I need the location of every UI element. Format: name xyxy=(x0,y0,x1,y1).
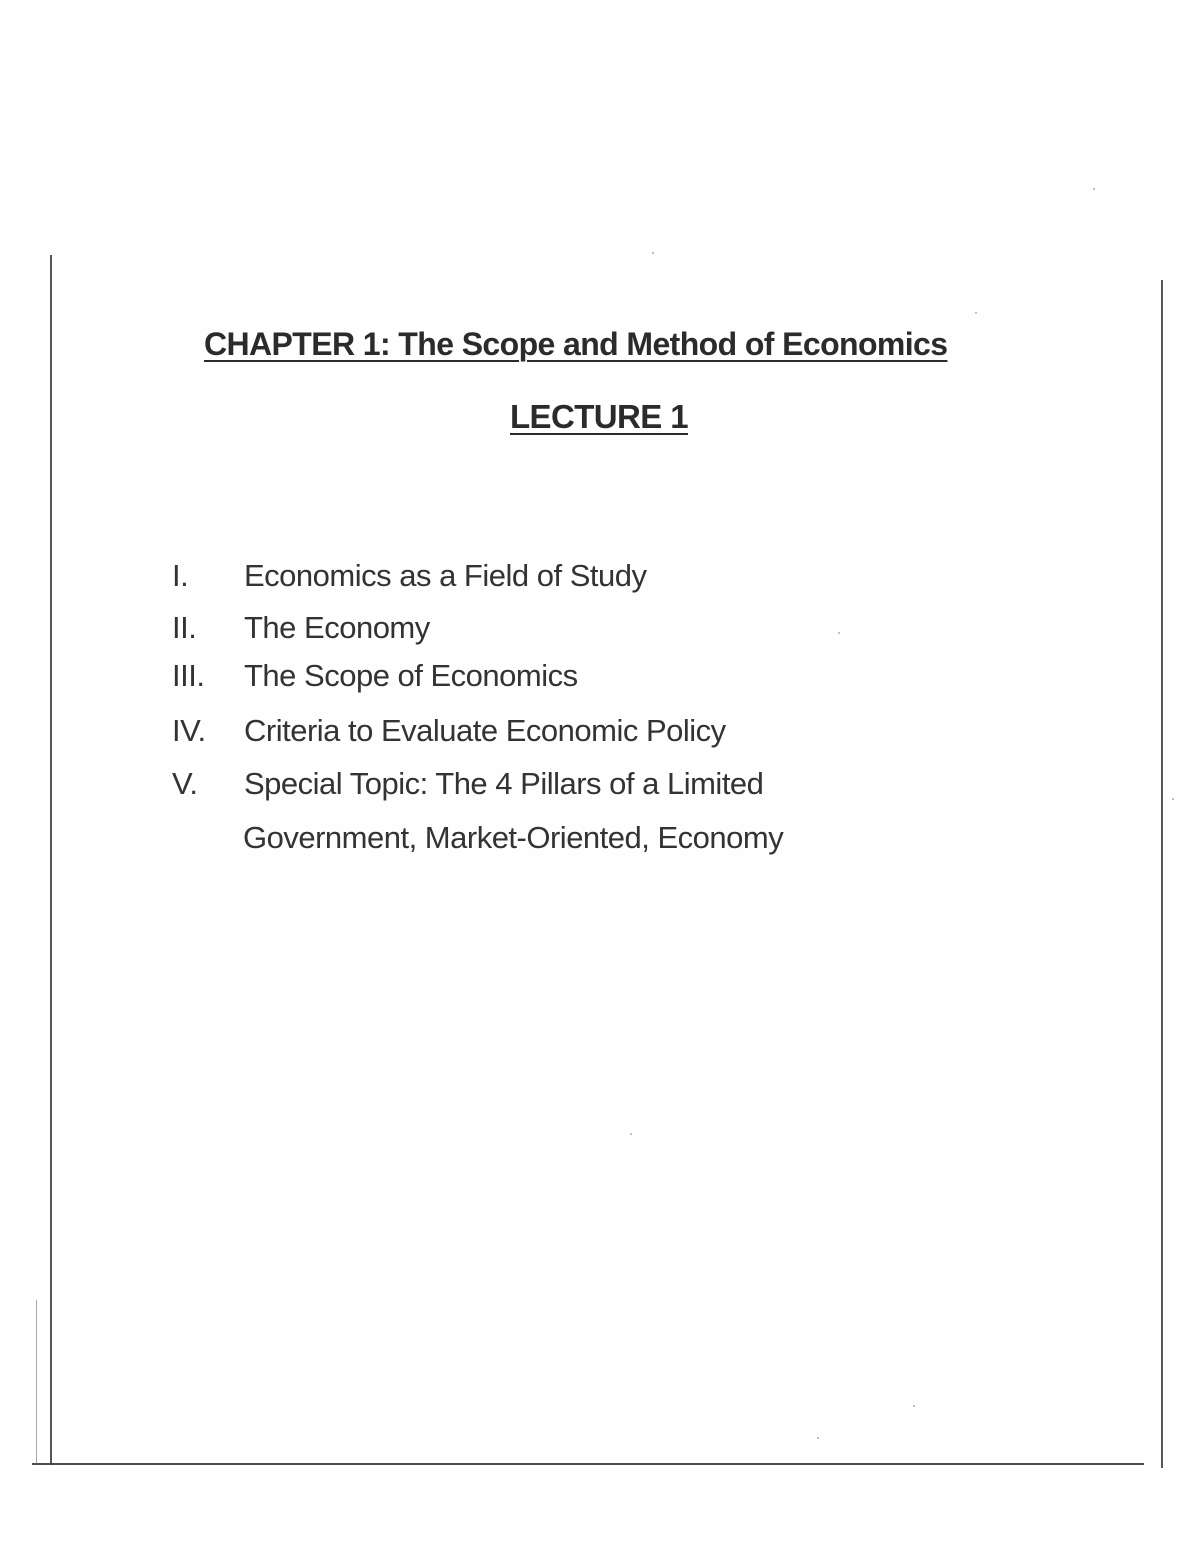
scan-speck xyxy=(838,632,840,634)
scan-speck xyxy=(975,312,977,314)
outline-item-continuation: Government, Market-Oriented, Economy xyxy=(243,820,784,855)
outline-numeral: V. xyxy=(172,766,198,801)
outline-item xyxy=(172,713,726,749)
outline-label: The Economy xyxy=(244,610,430,645)
lecture-title: LECTURE 1 xyxy=(510,398,688,435)
scan-speck xyxy=(630,1133,632,1135)
scan-speck xyxy=(1093,188,1095,190)
box-border-bottom xyxy=(32,1463,1144,1465)
outline-label: Economics as a Field of Study xyxy=(244,558,647,593)
outline-numeral: II. xyxy=(172,610,197,645)
box-border-left xyxy=(50,255,52,1465)
outline-label: Special Topic: The 4 Pillars of a Limited xyxy=(244,766,764,801)
scan-speck xyxy=(913,1405,915,1407)
outline-item xyxy=(172,658,578,694)
scan-speck xyxy=(652,252,654,254)
scan-speck xyxy=(817,1437,819,1439)
outline-label: Criteria to Evaluate Economic Policy xyxy=(244,713,726,748)
outline-numeral: I. xyxy=(172,558,189,593)
outline-item xyxy=(172,766,763,802)
outline-numeral: IV. xyxy=(172,713,206,748)
outline-numeral: III. xyxy=(172,658,205,693)
outline-label: The Scope of Economics xyxy=(244,658,578,693)
outline-item xyxy=(172,610,430,646)
chapter-title: CHAPTER 1: The Scope and Method of Economics xyxy=(204,326,948,362)
box-border-left-lower xyxy=(36,1300,37,1465)
outline-item xyxy=(172,558,646,594)
scan-speck xyxy=(1172,798,1174,800)
box-border-right xyxy=(1161,280,1163,1468)
